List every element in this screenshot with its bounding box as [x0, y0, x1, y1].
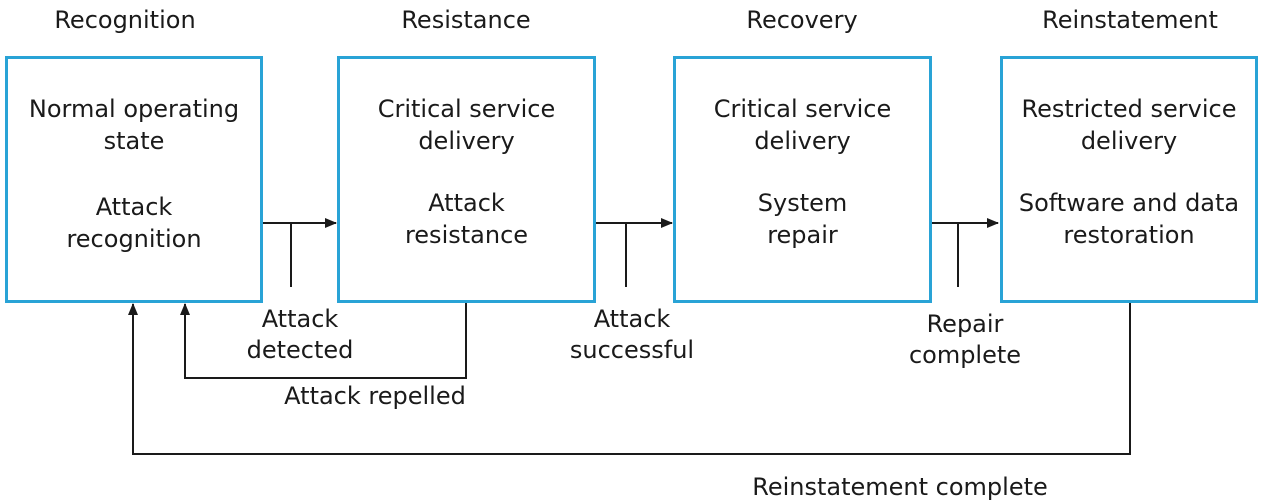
- box-recognition-title: Normal operating state: [28, 95, 240, 155]
- box-recovery-title: Critical service delivery: [713, 95, 892, 155]
- box-resistance: [337, 56, 596, 303]
- phase-resistance: Resistance: [401, 6, 531, 34]
- box-recognition: [5, 56, 263, 303]
- box-reinstatement-title: Restricted service delivery: [1021, 95, 1237, 155]
- box-recovery: [673, 56, 932, 303]
- box-recognition-body: Attack recognition: [66, 193, 202, 253]
- box-recovery-body: System repair: [757, 189, 848, 249]
- phase-recovery: Recovery: [746, 6, 858, 34]
- box-resistance-body: Attack resistance: [404, 189, 529, 249]
- phase-reinstatement: Reinstatement: [1042, 6, 1218, 34]
- box-reinstatement: [1000, 56, 1258, 303]
- label-attack-successful: Attack successful: [569, 305, 695, 364]
- box-resistance-title: Critical service delivery: [377, 95, 556, 155]
- label-attack-detected: Attack detected: [246, 305, 354, 364]
- phase-recognition: Recognition: [54, 6, 196, 34]
- label-attack-repelled: Attack repelled: [284, 382, 466, 410]
- box-reinstatement-body: Software and data restoration: [1018, 189, 1240, 249]
- label-repair-complete: Repair complete: [908, 310, 1022, 369]
- label-reinstatement-complete: Reinstatement complete: [752, 473, 1048, 501]
